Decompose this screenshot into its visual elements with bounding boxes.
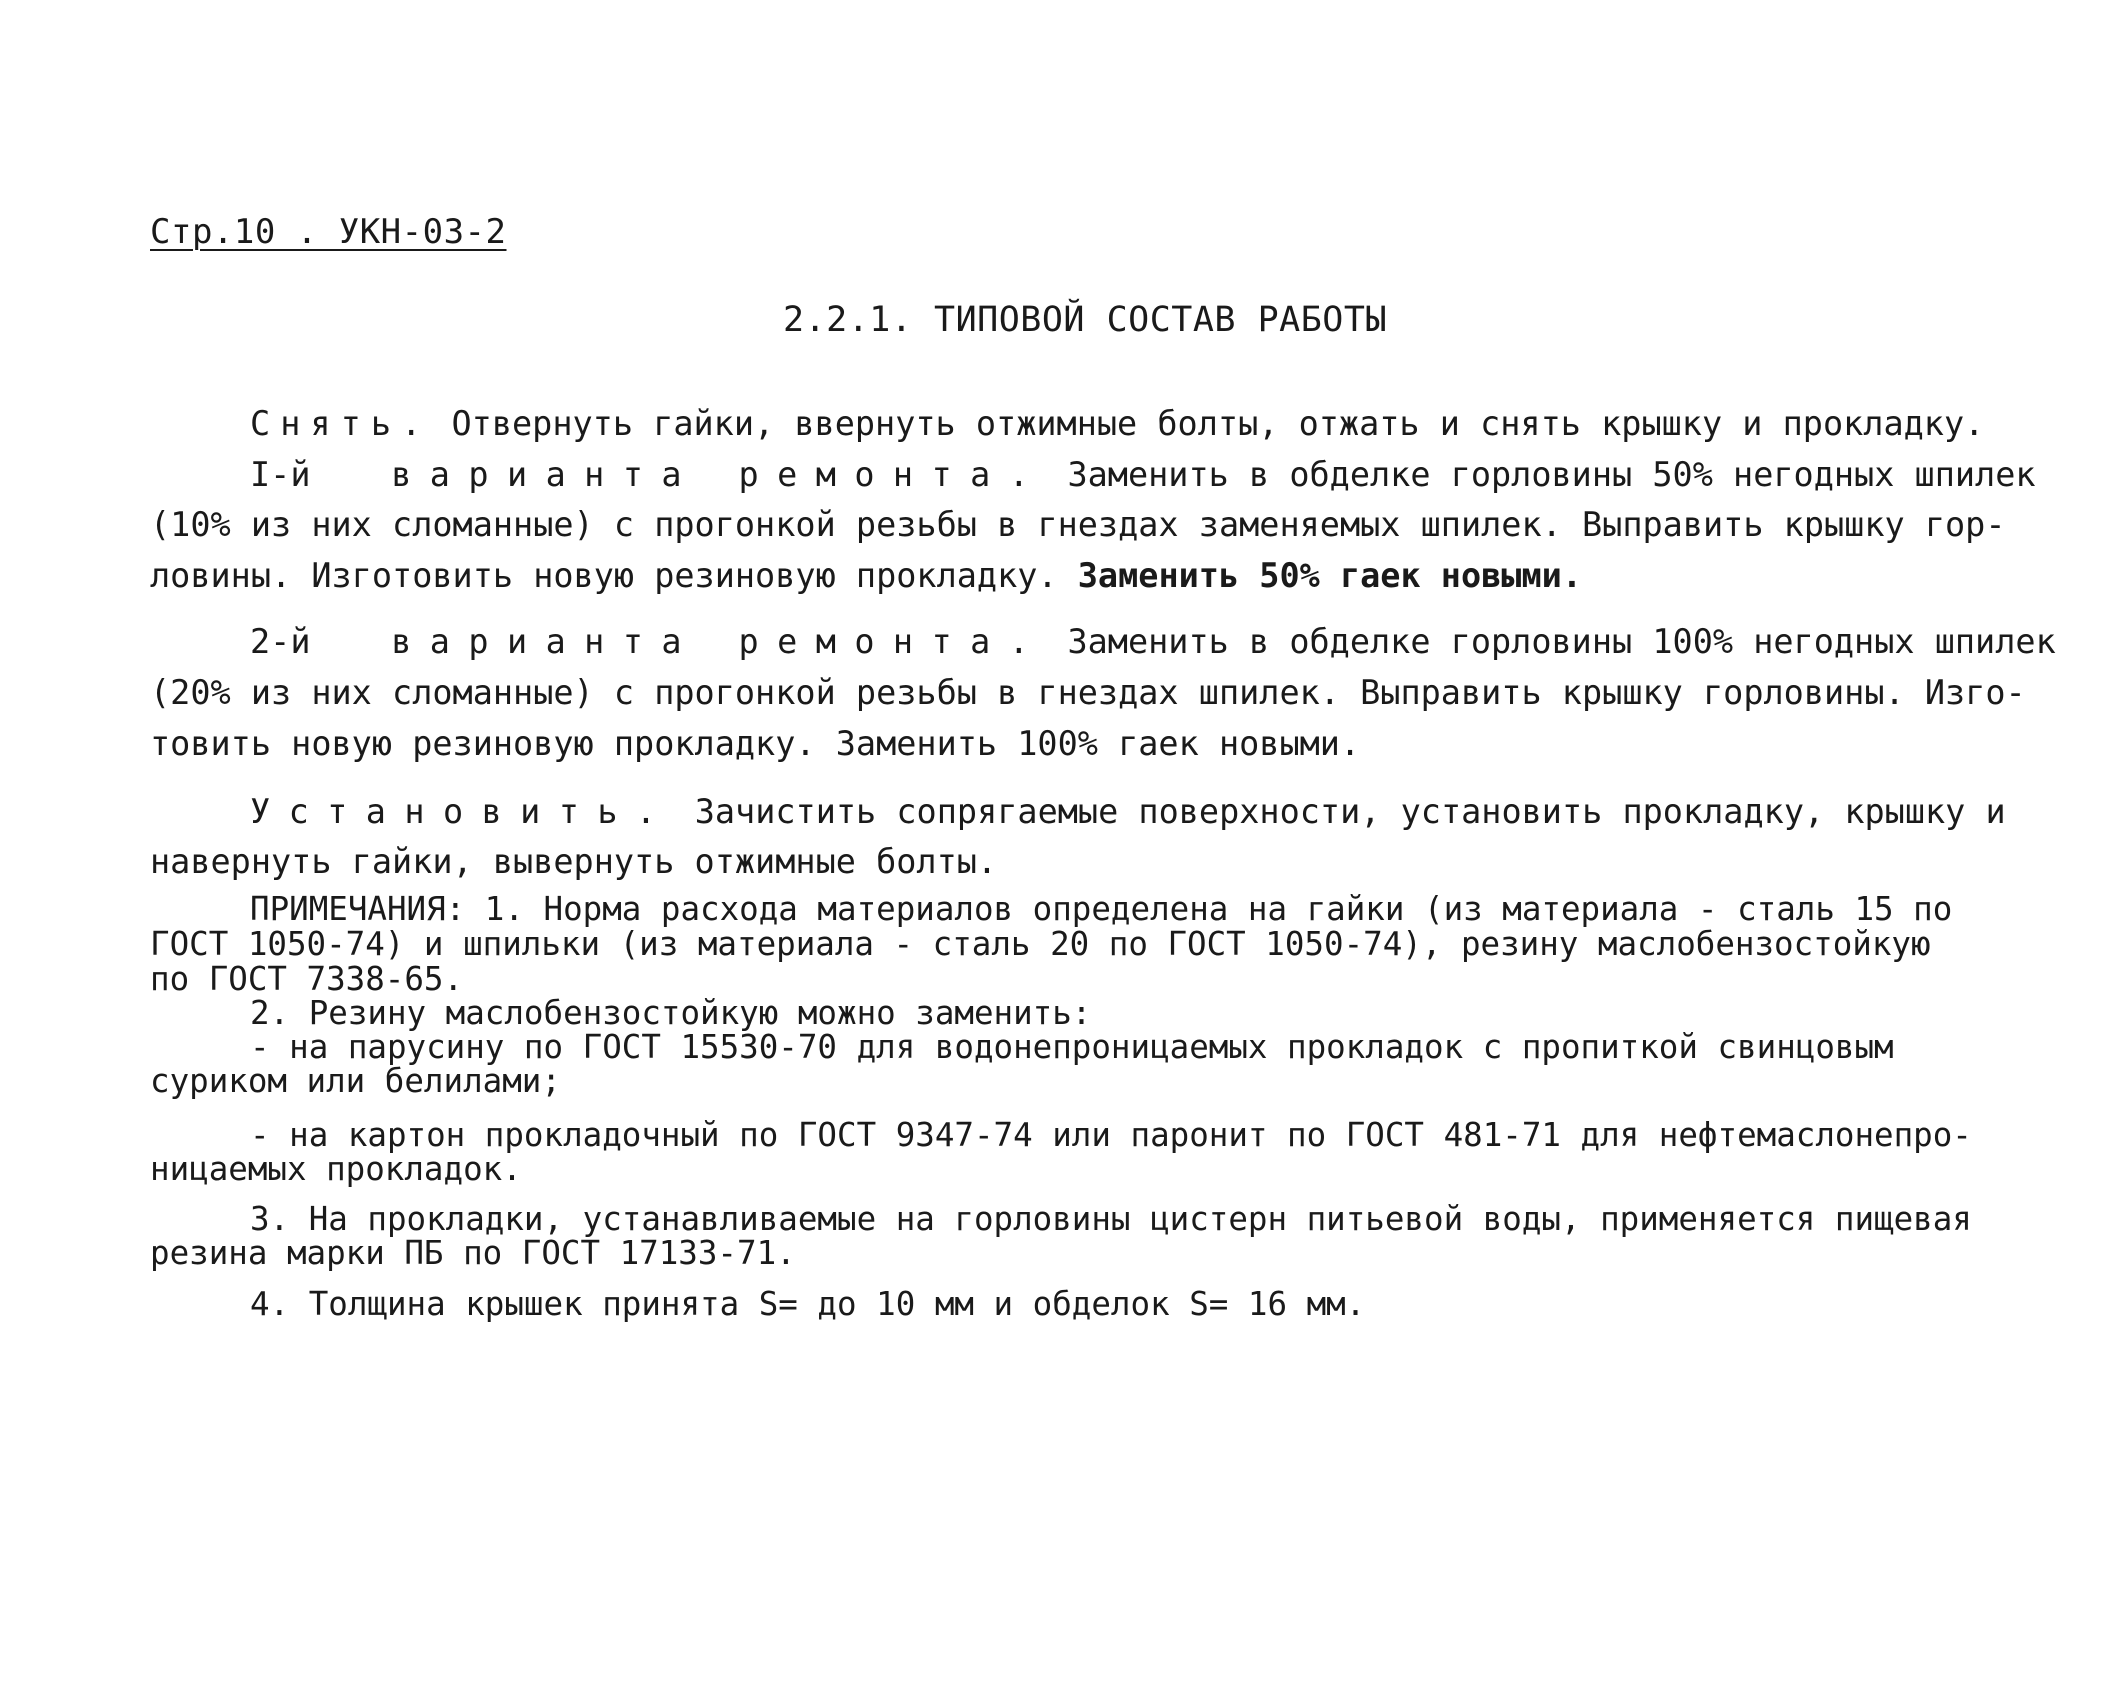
variant2-label: варианта ремонта. — [391, 622, 1048, 661]
install-text: Зачистить сопрягаемые поверхности, установить прокладку, крышку и — [694, 792, 2006, 831]
install-line2: навернуть гайки, вывернуть отжимные болты. — [150, 842, 998, 881]
note1-line1 — [150, 890, 2050, 928]
install-label: Установить. — [250, 792, 675, 831]
variant1-line3 — [150, 556, 2050, 595]
note1-line2: ГОСТ 1050-74) и шпильки (из материала - сталь 20 по ГОСТ 1050-74), резину маслобензостойкую — [150, 925, 1931, 963]
note4-text: 4. Толщина крышек принята S= до 10 мм и обделок S= 16 мм. — [250, 1285, 1366, 1323]
variant2-line3: товить новую резиновую прокладку. Заменить 100% гаек новыми. — [150, 724, 1361, 763]
remove-label: Снять. — [250, 404, 432, 443]
variant2-number: 2-й — [250, 622, 311, 661]
variant2-text: Заменить в обделке горловины 100% негодных шпилек — [1067, 622, 2056, 661]
note2-line1 — [150, 994, 2050, 1032]
note1-line3: по ГОСТ 7338-65. — [150, 960, 464, 998]
note1-text: ПРИМЕЧАНИЯ: 1. Норма расхода материалов определена на гайки (из материала - сталь 15 по — [250, 890, 1953, 928]
note2a-line2: суриком или белилами; — [150, 1062, 561, 1100]
note4-line — [150, 1285, 2050, 1323]
note2a-text: - на парусину по ГОСТ 15530-70 для водонепроницаемых прокладок с пропиткой свинцовым — [250, 1028, 1894, 1066]
section-title: 2.2.1. ТИПОВОЙ СОСТАВ РАБОТЫ — [783, 300, 1388, 340]
note3-line1 — [150, 1200, 2050, 1238]
remove-paragraph — [150, 404, 2050, 443]
note2a-line1 — [150, 1028, 2050, 1066]
variant1-line3-bold: Заменить 50% гаек новыми. — [1077, 556, 1582, 595]
note3-text: 3. На прокладки, устанавливаемые на горловины цистерн питьевой воды, применяется пищевая — [250, 1200, 1972, 1238]
variant2-line2: (20% из них сломанные) с прогонкой резьбы в гнездах шпилек. Выправить крышку горловины. Изго- — [150, 673, 2026, 712]
variant1-text: Заменить в обделке горловины 50% негодных шпилек — [1067, 455, 2036, 494]
variant1-line2: (10% из них сломанные) с прогонкой резьбы в гнездах заменяемых шпилек. Выправить крышку гор- — [150, 505, 2006, 544]
note2b-text: - на картон прокладочный по ГОСТ 9347-74 или паронит по ГОСТ 481-71 для нефтемаслонепро- — [250, 1116, 1972, 1154]
remove-text: Отвернуть гайки, ввернуть отжимные болты, отжать и снять крышку и прокладку. — [451, 404, 1985, 443]
note2-text: 2. Резину маслобензостойкую можно заменить: — [250, 994, 1092, 1032]
variant1-label: варианта ремонта. — [391, 455, 1048, 494]
variant1-line1 — [150, 455, 2050, 494]
variant2-line1 — [150, 622, 2056, 661]
page-header: Стр.10 . УКН-03-2 — [150, 212, 507, 252]
variant1-line3-text: ловины. Изготовить новую резиновую прокладку. — [150, 556, 1058, 595]
variant1-number: I-й — [250, 455, 311, 494]
install-line1 — [150, 792, 2050, 831]
note2b-line2: ницаемых прокладок. — [150, 1150, 522, 1188]
note3-line2: резина марки ПБ по ГОСТ 17133-71. — [150, 1234, 796, 1272]
note2b-line1 — [150, 1116, 2050, 1154]
